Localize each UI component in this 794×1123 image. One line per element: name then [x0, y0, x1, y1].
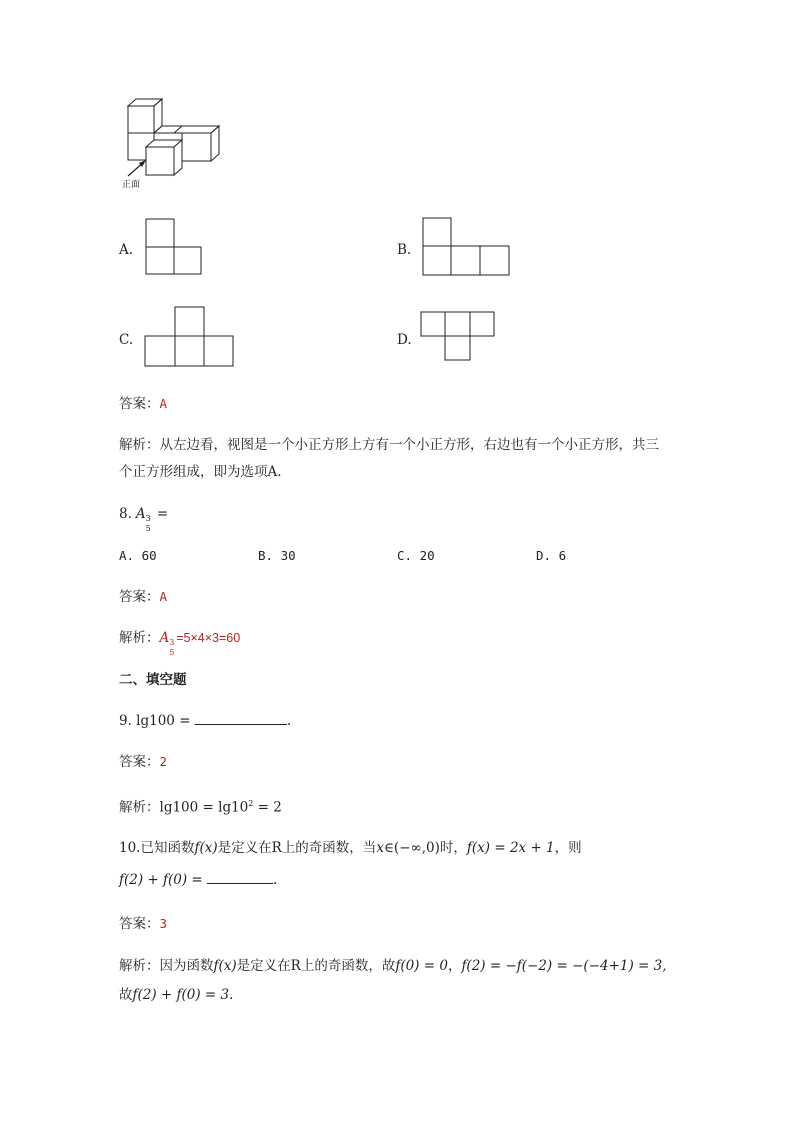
- q10-text2: 是定义在R上的奇函数，当: [217, 840, 377, 856]
- analysis-f0: f(0) = 0: [395, 958, 448, 974]
- q8-option-b: B. 30: [258, 548, 296, 563]
- answer-label: 答案：: [119, 754, 160, 770]
- answer-value: 2: [159, 754, 168, 769]
- q8-analysis: [119, 629, 241, 657]
- q10-text3: 时，: [439, 840, 467, 856]
- q10-answer: [119, 915, 167, 933]
- q9-stem-text: 9. lg100 =: [119, 713, 191, 729]
- perm-sup: 3: [145, 514, 151, 523]
- answer-label: 答案：: [119, 396, 160, 412]
- q7-answer: [119, 395, 167, 413]
- q9-blank[interactable]: [195, 712, 287, 725]
- q9-stem: [119, 712, 291, 730]
- perm-equals: =: [152, 506, 169, 522]
- analysis-text: 从左边看，视图是一个小正方形上方有一个小正方形，右边也有一个小正方形，共三: [159, 437, 659, 453]
- option-a-shape: [145, 218, 203, 280]
- q10-text4: ，则: [554, 840, 582, 856]
- analysis-part2: 是定义在R上的奇函数，故: [236, 958, 396, 974]
- cube-stack-drawing: [118, 96, 228, 188]
- analysis-part2: = 2: [253, 799, 282, 816]
- section-title: 二、填空题: [119, 672, 187, 688]
- q10-analysis-line1: [119, 957, 667, 975]
- perm-sub: 5: [145, 524, 151, 533]
- q10-stem-end: .: [273, 872, 278, 888]
- q9-analysis: [119, 795, 282, 817]
- analysis-sup: 2: [248, 799, 254, 808]
- perm-symbol: A: [135, 506, 146, 522]
- q10-interval: ∈(−∞,0): [383, 840, 440, 856]
- q10-text1: 10.已知函数: [119, 840, 195, 856]
- question-number: 8.: [119, 506, 132, 522]
- q8-option-c: C. 20: [397, 548, 435, 563]
- analysis-part1: 因为函数: [159, 958, 214, 974]
- analysis-perm-symbol: A: [159, 630, 170, 646]
- analysis-perm-sup: 3: [169, 638, 175, 647]
- q7-analysis-line1: [119, 436, 659, 454]
- q8-option-a: A. 60: [119, 548, 157, 563]
- analysis-line2-prefix: 故: [119, 987, 133, 1003]
- analysis-label: 解析：: [119, 437, 160, 453]
- analysis-label: 解析：: [119, 630, 160, 646]
- analysis-f2: f(2) = −f(−2) = −(−4+1) = 3,: [461, 958, 667, 974]
- option-b-shape: [422, 217, 512, 281]
- answer-label: 答案：: [119, 916, 160, 932]
- q8-answer: [119, 588, 167, 606]
- q8-stem: [119, 505, 169, 533]
- option-c-letter: C.: [119, 332, 134, 348]
- option-a-letter: A.: [119, 242, 134, 258]
- analysis-label: 解析：: [119, 799, 160, 816]
- q10-def: f(x) = 2x + 1: [466, 840, 555, 856]
- option-b-letter: B.: [397, 242, 412, 258]
- q10-blank[interactable]: [207, 871, 273, 884]
- analysis-part3: ，: [447, 958, 462, 974]
- analysis-label: 解析：: [119, 958, 160, 974]
- q10-fx: f(x): [194, 840, 218, 856]
- q10-sum: f(2) + f(0) =: [119, 872, 203, 888]
- q7-analysis-line2: 个正方形组成，即为选项A.: [119, 464, 282, 480]
- q10-stem-line1: [119, 839, 582, 857]
- analysis-perm-sub: 5: [169, 648, 175, 657]
- q8-option-d: D. 6: [536, 548, 567, 563]
- option-d-letter: D.: [397, 332, 412, 348]
- answer-value: A: [159, 589, 168, 604]
- answer-value: A: [159, 396, 168, 411]
- cube-figure: [118, 96, 228, 188]
- answer-value: 3: [159, 916, 168, 931]
- q10-analysis-line2: [119, 986, 233, 1004]
- q10-stem-line2: [119, 871, 277, 889]
- analysis-part1: lg100 = lg10: [159, 799, 249, 816]
- option-d-shape: [420, 311, 498, 367]
- q10-x: x: [376, 840, 384, 856]
- answer-label: 答案：: [119, 589, 160, 605]
- analysis-line2: f(2) + f(0) = 3.: [132, 987, 234, 1003]
- analysis-fx: f(x): [213, 958, 237, 974]
- q9-stem-end: .: [286, 713, 292, 729]
- analysis-value: =5×4×3=60: [176, 631, 241, 645]
- option-c-shape: [144, 306, 236, 372]
- front-label: 正面: [122, 180, 141, 190]
- q9-answer: [119, 753, 167, 771]
